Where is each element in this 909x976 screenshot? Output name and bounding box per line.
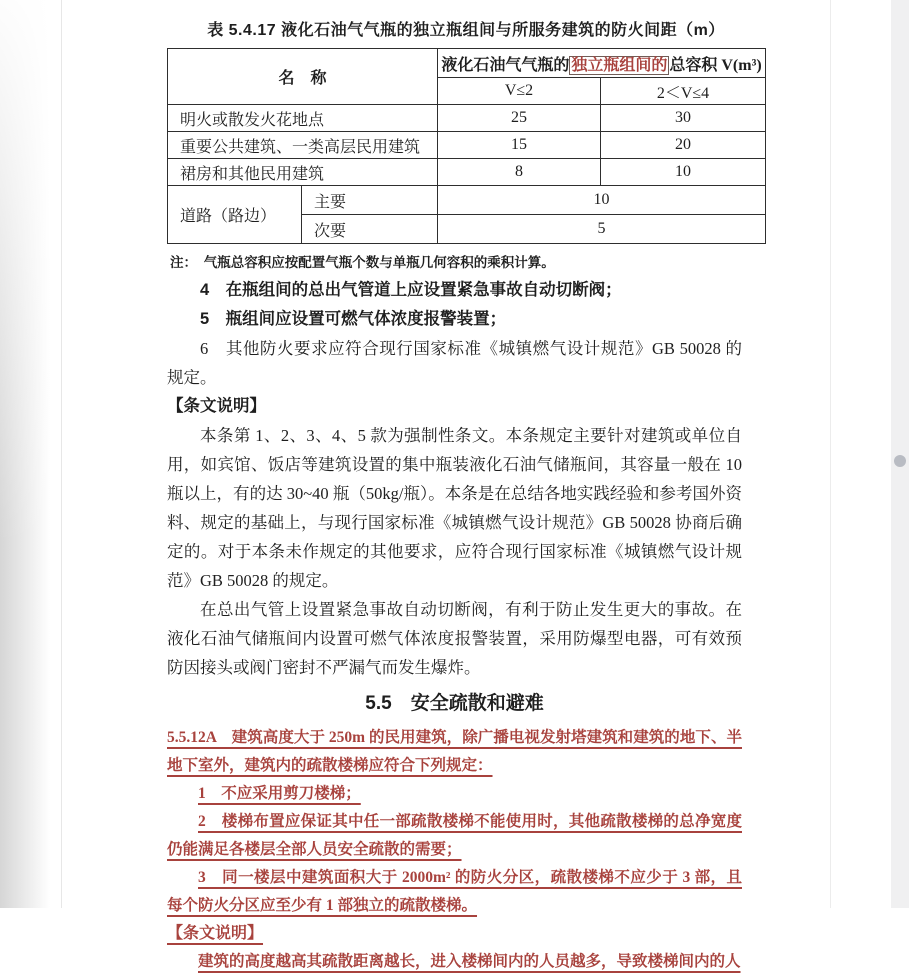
row-label: 明火或散发火花地点: [168, 105, 438, 132]
subheader-v4: 2＜V≤4: [601, 78, 766, 105]
red-explanation-para: 建筑的高度越高其疏散距离越长，进入楼梯间内的人员越多，导致楼梯间内的人: [167, 948, 742, 976]
volume-header-prefix: 液化石油气气瓶的: [441, 57, 569, 74]
page-spine-shadow: [0, 0, 62, 908]
section-heading: 5.5 安全疏散和避难: [167, 691, 742, 717]
row-label: 重要公共建筑、一类高层民用建筑: [168, 132, 438, 159]
clause-6: 6 其他防火要求应符合现行国家标准《城镇燃气设计规范》GB 50028 的规定。: [167, 334, 742, 392]
name-header-cell: 名 称: [168, 49, 438, 105]
subheader-v2: V≤2: [438, 78, 601, 105]
table-note: 注： 气瓶总容积应按配置气瓶个数与单瓶几何容积的乘积计算。: [170, 252, 765, 273]
road-value-cell: 5: [438, 215, 766, 244]
volume-header-cell: [438, 49, 766, 78]
clause-5: 5 瓶组间应设置可燃气体浓度报警装置；: [167, 305, 742, 334]
search-highlight: 独立瓶组间的: [569, 56, 669, 75]
row-label: 裙房和其他民用建筑: [168, 159, 438, 186]
clause-list: [167, 276, 765, 392]
red-item-3: 3 同一楼层中建筑面积大于 2000m² 的防火分区，疏散楼梯不应少于 3 部，且每个防火分区应至少有 1 部独立的疏散楼梯。: [167, 864, 742, 920]
lpg-distance-table: [167, 48, 766, 244]
table-row: [168, 105, 766, 132]
volume-header-suffix: 总容积 V(m³): [669, 57, 761, 74]
row-value: 10: [601, 159, 766, 186]
scrollbar-thumb[interactable]: [894, 455, 906, 467]
scrollbar-track[interactable]: [891, 0, 909, 908]
road-value-cell: 10: [438, 186, 766, 215]
red-item-1: 1 不应采用剪刀楼梯；: [167, 780, 742, 808]
road-type-cell: 主要: [302, 186, 438, 215]
clause-5-5-12a: 5.5.12A 建筑高度大于 250m 的民用建筑，除广播电视发射塔建筑和建筑的地下、半地下室外，建筑内的疏散楼梯应符合下列规定：: [167, 724, 742, 780]
explanation-para-1: 本条第 1、2、3、4、5 款为强制性条文。本条规定主要针对建筑或单位自用，如宾馆、饭店等建筑设置的集中瓶装液化石油气储瓶间，其容量一般在 10 瓶以上，有的达 30~40 瓶（50kg/瓶）。本条是在总结各地实践经验和参考国外资料、规定的基础上，与现行国家标准《城镇燃气设计规范》GB 50028 协商后确定的。对于本条未作规定的其他要求，应符合现行国家标准《城镇燃气设计规范》GB 50028 的规定。: [167, 421, 742, 595]
row-value: 30: [601, 105, 766, 132]
red-item-2: 2 楼梯布置应保证其中任一部疏散楼梯不能使用时，其他疏散楼梯的总净宽度仍能满足各楼层全部人员安全疏散的需要；: [167, 808, 742, 864]
red-explanation-label: 【条文说明】: [167, 920, 742, 948]
row-value: 15: [438, 132, 601, 159]
table-header-row: [168, 49, 766, 78]
row-value: 20: [601, 132, 766, 159]
clause-4: 4 在瓶组间的总出气管道上应设置紧急事故自动切断阀；: [167, 276, 742, 305]
table-row: [168, 132, 766, 159]
explanation-para-2: 在总出气管上设置紧急事故自动切断阀，有利于防止发生更大的事故。在液化石油气储瓶间内设置可燃气体浓度报警装置，采用防爆型电器，可有效预防因接头或阀门密封不严漏气而发生爆炸。: [167, 595, 742, 682]
explanation-label: 【条文说明】: [167, 392, 742, 421]
page-content: [167, 0, 765, 976]
road-type-cell: 次要: [302, 215, 438, 244]
page-edge-line: [830, 0, 831, 908]
table-row: [168, 159, 766, 186]
amended-clause-block: [167, 724, 742, 976]
table-caption: 表 5.4.17 液化石油气气瓶的独立瓶组间与所服务建筑的防火间距（m）: [167, 19, 765, 43]
road-label-cell: 道路（路边）: [168, 186, 302, 244]
table-row: [168, 186, 766, 215]
row-value: 25: [438, 105, 601, 132]
row-value: 8: [438, 159, 601, 186]
